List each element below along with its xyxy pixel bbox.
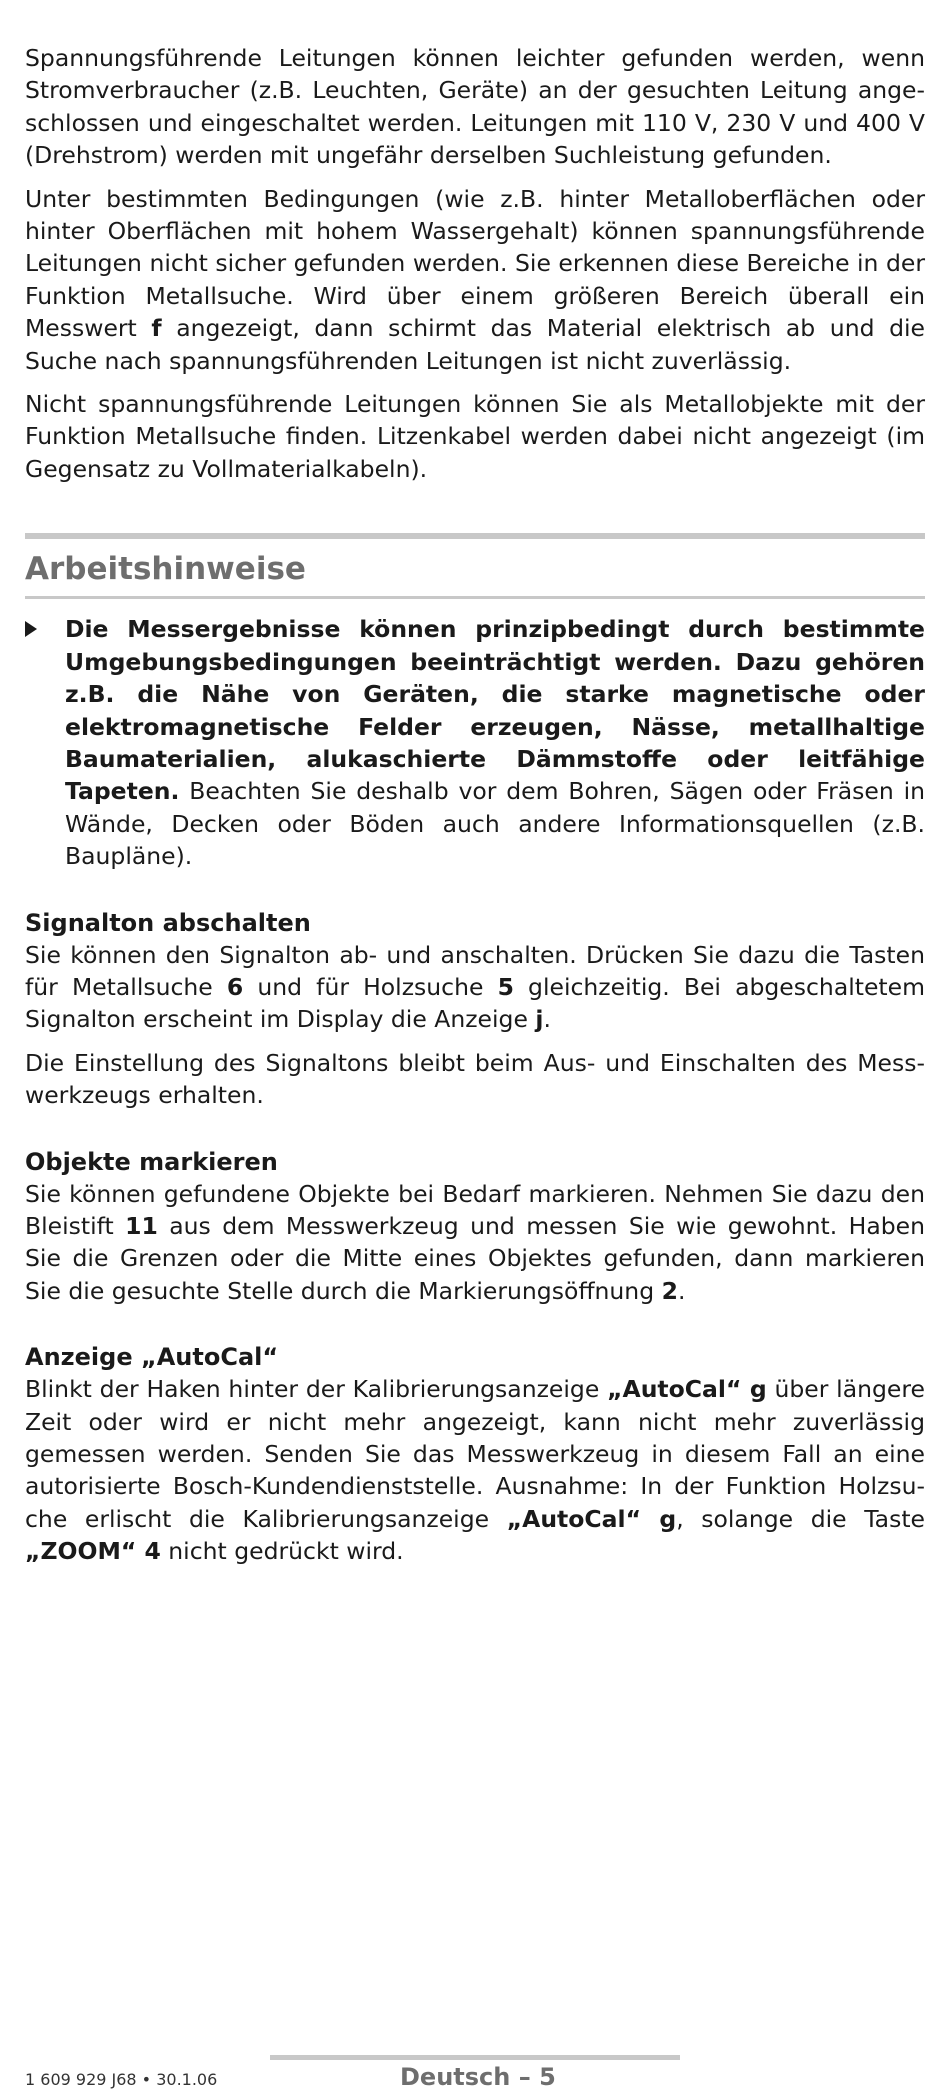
display-symbol: f — [151, 314, 162, 343]
section-divider — [25, 533, 925, 539]
text: , solange die Taste — [676, 1504, 925, 1533]
key-number: 5 — [497, 972, 514, 1001]
triangle-bullet-icon — [25, 621, 37, 637]
heading-autocal: Anzeige „AutoCal“ — [25, 1343, 279, 1372]
bullet-text — [65, 613, 925, 872]
text: nicht gedrückt wird. — [160, 1537, 404, 1566]
bullet-item-warning — [25, 613, 925, 872]
text: aus dem Messwerkzeug und messen Sie wie gewohnt. Haben Sie die Grenzen oder die Mitte eines Objektes gefunden, dann markieren Sie die gesuchte Stelle durch die Markierungsöffnung — [25, 1211, 925, 1305]
bullet-regular-text: Beachten Sie deshalb vor dem Bohren, Sägen oder Fräsen in Wände, Decken oder Böden auch andere Informationsquellen (z.B. Baupläne). — [65, 777, 925, 871]
text: und für Holzsuche — [243, 972, 498, 1001]
text: Blinkt der Haken hinter der Kalibrierungsanzeige — [25, 1375, 608, 1404]
paragraph-non-live-wires: Nicht spannungsführende Leitungen können Sie als Metallobjekte mit der Funktion Metallsuche finden. Litzenkabel werden dabei nicht angezeigt (im Gegensatz zu Vollmaterialkabeln). — [25, 390, 925, 483]
section-underline — [25, 596, 925, 599]
key-label: „ZOOM“ 4 — [25, 1537, 161, 1566]
text: Unter bestimmten Bedingungen (wie z.B. hinter Metalloberflächen oder hinter Oberflächen mit hohem Wassergehalt) können spannungsführende Leitungen nicht sicher gefunden werden. Sie erkennen diese Bereiche in der Funktion Metallsuche. Wird über einem größeren Bereich überall ein Messwert — [25, 184, 925, 343]
key-number: 11 — [125, 1211, 158, 1240]
key-number: 6 — [226, 972, 244, 1001]
bullet-bold-text: Die Messergebnisse können prinzipbedingt durch bestimmte Umgebungsbedingungen beeinträchtigt werden. Dazu gehören z.B. die Nähe von Geräten, die starke magnetische oder elektromagnetische Felder erzeugen, Nässe, metallhaltige Baumaterialien, alukaschierte Dämmstoffe oder leitfähige Tapeten. — [65, 615, 925, 806]
footer-divider — [270, 2055, 680, 2060]
paragraph-live-wires: Spannungsführende Leitungen können leichter gefunden werden, wenn Stromverbraucher (z.B. Leuchten, Geräte) an der gesuchten Leitung angeschlossen und eingeschaltet werden. Leitungen mit 110 V, 230 V und 400 V (Drehstrom) werden mit ungefähr derselben Suchleistung gefunden. — [25, 44, 925, 170]
paragraph-signalton-1 — [25, 939, 925, 1036]
heading-markieren: Objekte markieren — [25, 1147, 278, 1176]
paragraph-autocal — [25, 1373, 925, 1567]
text: Sie können den Signalton ab- und anschalten. Drücken Sie dazu die Tasten für Metallsuche — [25, 940, 925, 1001]
paragraph-signalton-2: Die Einstellung des Signaltons bleibt beim Aus- und Einschalten des Messwerkzeugs erhalten. — [25, 1048, 925, 1110]
text: . — [543, 1005, 551, 1034]
text: angezeigt, dann schirmt das Material elektrisch ab und die Suche nach spannungsführenden Leitungen ist nicht zuverlässig. — [25, 314, 926, 375]
section-title: Arbeitshinweise — [25, 551, 306, 588]
display-label: „AutoCal“ g — [607, 1375, 767, 1404]
text: Sie können gefundene Objekte bei Bedarf markieren. Nehmen Sie dazu den Bleistift — [25, 1179, 925, 1240]
paragraph-markieren — [25, 1178, 925, 1308]
paragraph-conditions — [25, 183, 925, 377]
text: gleichzeitig. Bei abgeschaltetem Signalton erscheint im Display die Anzeige — [25, 972, 925, 1034]
display-symbol: j — [535, 1005, 544, 1034]
page-content — [25, 42, 925, 1568]
display-label: „AutoCal“ g — [506, 1504, 677, 1533]
heading-signalton: Signalton abschalten — [25, 908, 311, 937]
text: . — [677, 1276, 686, 1305]
key-number: 2 — [661, 1276, 678, 1305]
footer-doc-code: 1 609 929 J68 • 30.1.06 — [25, 2070, 218, 2089]
text: über längere Zeit oder wird er nicht mehr angezeigt, kann nicht mehr zuverlässig gemessen werden. Senden Sie das Messwerkzeug in diesem Fall an eine autorisierte Bosch-Kundendienststelle. Ausnahme: In der Funktion Holzsuche erlischt die Kalibrierungsanzeige — [25, 1375, 925, 1533]
footer-page-label: Deutsch – 5 — [400, 2063, 556, 2091]
